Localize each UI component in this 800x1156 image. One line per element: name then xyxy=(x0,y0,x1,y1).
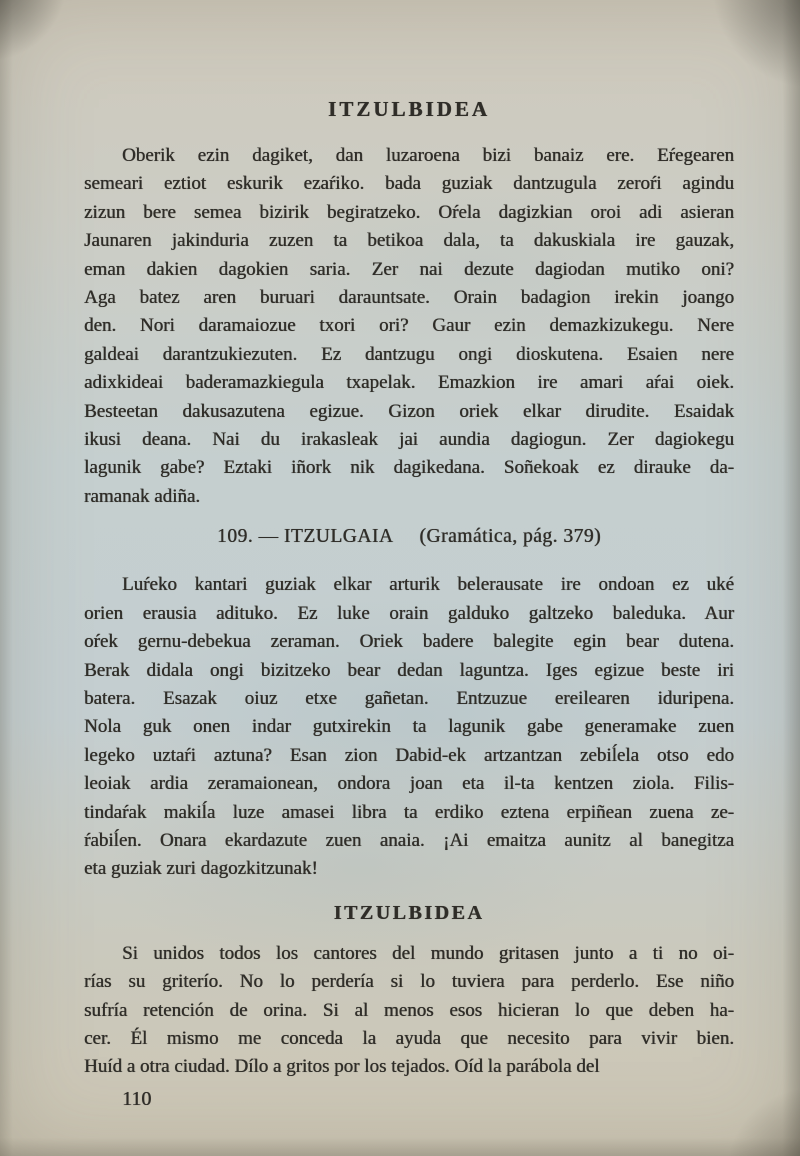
text-line: leoiak ardia zeramaionean, ondora joan eta il-ta kentzen ziola. Filis- xyxy=(84,773,734,795)
text-line: Si unidos todos los cantores del mundo gritasen junto a ti no oi- xyxy=(122,942,734,964)
text-line: den. Nori daramaiozue txori ori? Gaur ezin demazkizukegu. Nere xyxy=(84,315,734,337)
text-line: tindaŕak makiĺa luze amasei libra ta erdiko eztena erpiñean zuena ze- xyxy=(84,801,734,823)
page-running-header: ITZULBIDEA xyxy=(328,97,490,121)
text-line: sufría retención de orina. Si al menos esos hicieran lo que deben ha- xyxy=(84,999,734,1021)
text-line: rías su griterío. No lo perdería si lo tuviera para perderlo. Ese niño xyxy=(84,971,734,993)
text-line: adixkideai baderamazkiegula txapelak. Emazkion ire amari aŕai oiek. xyxy=(84,372,734,394)
basque-exercise-paragraph xyxy=(84,142,734,511)
section-heading-itzulbidea: ITZULBIDEA xyxy=(333,901,485,924)
basque-translation-paragraph xyxy=(84,571,734,883)
text-line: Aga batez aren buruari darauntsate. Orain badagion irekin joango xyxy=(84,287,734,309)
lesson-subheading xyxy=(84,523,734,551)
text-line: Huíd a otra ciudad. Dílo a gritos por los tejados. Oíd la parábola del xyxy=(84,1056,600,1078)
text-line: ikusi deana. Nai du irakasleak jai aundia dagiogun. Zer dagiokegu xyxy=(84,429,734,451)
text-line: zizun bere semea bizirik begiratzeko. Oŕela dagizkian oroi adi asieran xyxy=(84,201,734,223)
text-line: oŕek gernu-debekua zeraman. Oriek badere balegite egin bear dutena. xyxy=(84,631,734,653)
text-line: Besteetan dakusazutena egizue. Gizon oriek elkar dirudite. Esaidak xyxy=(84,400,734,422)
text-line: ŕabiĺen. Onara ekardazute zuen anaia. ¡Ai emaitza aunitz al banegitza xyxy=(84,829,734,851)
text-line: cer. Él mismo me conceda la ayuda que necesito para vivir bien. xyxy=(84,1027,734,1049)
text-line: legeko uztaŕi aztuna? Esan zion Dabid-ek artzantzan zebiĺela otso edo xyxy=(84,744,734,766)
text-line: orien erausia adituko. Ez luke orain galduko galtzeko baleduka. Aur xyxy=(84,602,734,624)
text-line: Luŕeko kantari guziak elkar arturik belerausate ire ondoan ez uké xyxy=(122,574,734,596)
page-content xyxy=(84,96,734,1114)
text-line: Oberik ezin dagiket, dan luzaroena bizi banaiz ere. Eŕegearen xyxy=(122,145,734,166)
lesson-number-title: 109. — ITZULGAIA xyxy=(216,526,394,548)
text-line: batera. Esazak oiuz etxe gañetan. Entzuzue ereilearen iduripena. xyxy=(84,687,734,709)
text-line: eta guziak zuri dagozkitzunak! xyxy=(84,858,318,880)
text-line: Nola guk onen indar gutxirekin ta lagunik gabe generamake zuen xyxy=(84,716,734,738)
spanish-paragraph xyxy=(84,940,734,1082)
text-line: ramanak adiña. xyxy=(84,485,201,507)
text-line: semeari eztiot eskurik ezaŕiko. bada guziak dantzugula zeroŕi agindu xyxy=(84,173,734,195)
page-number: 110 xyxy=(122,1087,152,1110)
lesson-grammar-reference: (Gramática, pág. 379) xyxy=(419,526,602,548)
text-line: Berak didala ongi bizitzeko bear dedan laguntza. Iges egizue beste iri xyxy=(84,659,734,681)
text-line: Jaunaren jakinduria zuzen ta betikoa dala, ta dakuskiala ire gauzak, xyxy=(84,230,734,252)
text-line: eman dakien dagokien saria. Zer nai dezute dagiodan mutiko oni? xyxy=(84,258,734,280)
text-line: galdeai darantzukiezuten. Ez dantzugu ongi dioskutena. Esaien nere xyxy=(84,343,734,365)
text-line: lagunik gabe? Eztaki iñork nik dagikedana. Soñekoak ez dirauke da- xyxy=(84,457,734,479)
